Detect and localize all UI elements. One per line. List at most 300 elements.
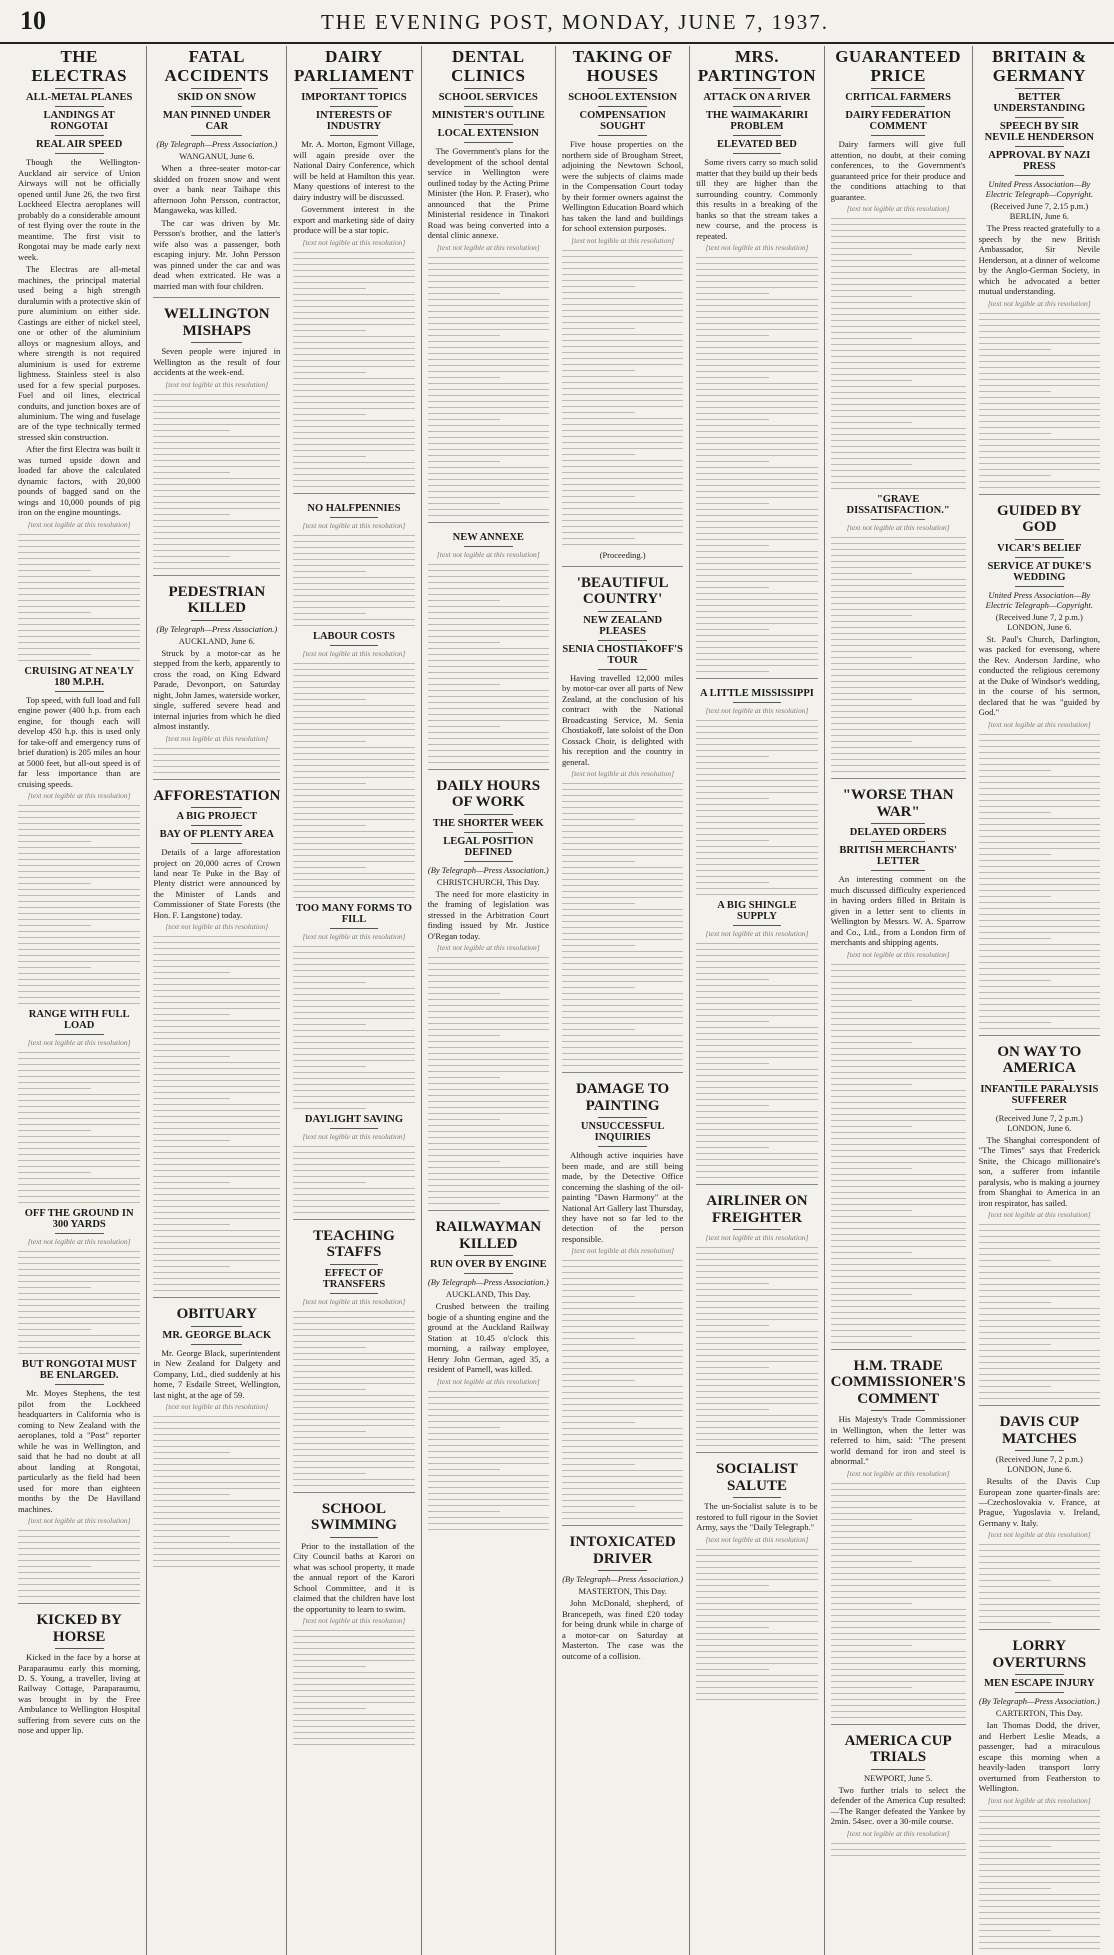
text-line bbox=[428, 969, 549, 970]
illegible-text-block bbox=[428, 957, 549, 1204]
text-line bbox=[428, 353, 549, 354]
article-paragraph: Mr. A. Morton, Egmont Village, will again preside over the National Dairy Conference, which will be held at Hamilton this year. Many questions of interest to the dairy industry will be discussed. bbox=[293, 139, 415, 202]
text-line bbox=[696, 1075, 817, 1076]
text-line bbox=[696, 780, 817, 781]
text-line bbox=[428, 503, 501, 504]
text-line bbox=[293, 1102, 414, 1103]
text-line bbox=[153, 1038, 280, 1039]
text-line bbox=[979, 1556, 1100, 1557]
text-line bbox=[831, 1324, 966, 1325]
rule-divider bbox=[1015, 88, 1064, 89]
text-line bbox=[293, 693, 414, 694]
text-line bbox=[979, 337, 1100, 338]
text-line bbox=[696, 623, 817, 624]
rule-divider bbox=[330, 1264, 379, 1265]
text-line bbox=[18, 841, 91, 842]
text-line bbox=[831, 669, 966, 670]
text-line bbox=[696, 383, 817, 384]
article-headline: RAILWAYMAN KILLED bbox=[435, 1219, 542, 1252]
text-line bbox=[562, 436, 683, 437]
text-line bbox=[831, 765, 966, 766]
text-line bbox=[979, 1326, 1100, 1327]
text-line bbox=[428, 1167, 549, 1168]
text-line bbox=[562, 1266, 683, 1267]
text-line bbox=[428, 1161, 501, 1162]
text-line bbox=[562, 400, 683, 401]
text-line bbox=[696, 985, 817, 986]
text-line bbox=[18, 925, 91, 926]
rule-divider bbox=[55, 106, 104, 107]
text-line bbox=[562, 496, 635, 497]
text-line bbox=[696, 1609, 817, 1610]
illegible-note: [text not legible at this resolution] bbox=[27, 791, 131, 801]
text-line bbox=[428, 257, 549, 258]
text-line bbox=[18, 1353, 140, 1354]
text-line bbox=[293, 414, 366, 415]
text-line bbox=[979, 896, 1052, 897]
text-line bbox=[979, 1362, 1100, 1363]
text-line bbox=[18, 636, 140, 637]
text-line bbox=[979, 469, 1100, 470]
text-line bbox=[831, 771, 966, 772]
text-line bbox=[979, 1894, 1100, 1895]
text-line bbox=[979, 313, 1100, 314]
text-line bbox=[428, 1391, 549, 1392]
text-line bbox=[18, 901, 140, 902]
text-line bbox=[562, 466, 683, 467]
text-line bbox=[293, 589, 414, 590]
text-line bbox=[696, 943, 817, 944]
text-line bbox=[696, 329, 817, 330]
text-line bbox=[979, 379, 1100, 380]
text-line bbox=[18, 1082, 140, 1083]
text-line bbox=[696, 293, 769, 294]
text-line bbox=[979, 998, 1100, 999]
text-line bbox=[562, 364, 683, 365]
text-line bbox=[831, 675, 966, 676]
text-line bbox=[428, 576, 549, 577]
text-line bbox=[979, 475, 1052, 476]
article-headline: KICKED BY HORSE bbox=[36, 1612, 122, 1645]
text-line bbox=[18, 907, 140, 908]
article-subhead: NO HALFPENNIES bbox=[307, 502, 401, 514]
text-line bbox=[293, 807, 414, 808]
article-byline: United Press Association—By Electric Telegraph—Copyright. bbox=[985, 589, 1093, 610]
text-line bbox=[153, 568, 280, 569]
text-line bbox=[696, 1343, 817, 1344]
text-line bbox=[153, 1098, 229, 1099]
text-line bbox=[831, 1342, 966, 1343]
rule-divider bbox=[1015, 175, 1064, 176]
text-line bbox=[18, 817, 140, 818]
article bbox=[428, 48, 549, 516]
text-line bbox=[18, 979, 140, 980]
text-line bbox=[979, 1278, 1100, 1279]
text-line bbox=[18, 570, 91, 571]
text-line bbox=[696, 485, 817, 486]
text-line bbox=[293, 1425, 414, 1426]
article-subhead: VICAR'S BELIEF bbox=[997, 542, 1082, 554]
article-headline: DAIRY PARLIAMENT bbox=[294, 47, 414, 85]
text-line bbox=[293, 711, 414, 712]
text-line bbox=[562, 1386, 683, 1387]
text-line bbox=[293, 1642, 414, 1643]
text-line bbox=[428, 389, 549, 390]
text-line bbox=[18, 1088, 91, 1089]
illegible-text-block bbox=[18, 1052, 140, 1203]
text-line bbox=[831, 464, 912, 465]
article-dateline: (Received June 7, 2 p.m.) LONDON, June 6. bbox=[995, 1112, 1083, 1133]
text-line bbox=[293, 801, 414, 802]
text-line bbox=[696, 653, 817, 654]
rule-divider bbox=[55, 1384, 104, 1385]
text-line bbox=[979, 968, 1100, 969]
text-line bbox=[562, 927, 683, 928]
text-line bbox=[293, 535, 414, 536]
text-line bbox=[562, 424, 683, 425]
text-line bbox=[562, 442, 683, 443]
text-line bbox=[831, 1693, 966, 1694]
text-line bbox=[831, 1579, 966, 1580]
article-subhead: THE WAIMAKARIRI PROBLEM bbox=[705, 110, 809, 133]
text-line bbox=[696, 1687, 817, 1688]
text-line bbox=[979, 1888, 1052, 1889]
text-line bbox=[293, 1146, 414, 1147]
text-line bbox=[562, 969, 683, 970]
text-line bbox=[979, 1828, 1100, 1829]
text-line bbox=[696, 1087, 817, 1088]
text-line bbox=[831, 1300, 966, 1301]
text-line bbox=[153, 1140, 229, 1141]
text-line bbox=[979, 1344, 1052, 1345]
text-line bbox=[562, 939, 683, 940]
text-line bbox=[696, 551, 817, 552]
text-line bbox=[979, 319, 1100, 320]
text-line bbox=[831, 1597, 966, 1598]
text-line bbox=[562, 484, 683, 485]
text-line bbox=[18, 1130, 91, 1131]
text-line bbox=[979, 836, 1100, 837]
text-line bbox=[428, 1505, 549, 1506]
text-line bbox=[428, 1451, 549, 1452]
text-line bbox=[153, 1092, 280, 1093]
text-line bbox=[696, 1349, 817, 1350]
text-line bbox=[562, 1326, 683, 1327]
text-line bbox=[562, 1332, 683, 1333]
text-line bbox=[153, 1194, 280, 1195]
text-line bbox=[153, 1542, 280, 1543]
text-line bbox=[979, 457, 1100, 458]
text-line bbox=[979, 1574, 1100, 1575]
text-line bbox=[18, 618, 140, 619]
text-line bbox=[153, 1188, 280, 1189]
text-line bbox=[153, 1566, 280, 1567]
article-paragraph: Five house properties on the northern side of Brougham Street, adjoining the Newtown School, were the subjects of claims made in the Compensation Court today by their former owners against the Wellington Education Board which has taken the land and buildings for school extension purposes. bbox=[561, 139, 684, 234]
text-line bbox=[696, 1253, 817, 1254]
illegible-text-block bbox=[696, 1549, 817, 1700]
text-line bbox=[428, 732, 549, 733]
rule-divider bbox=[1015, 539, 1064, 540]
text-line bbox=[562, 1440, 683, 1441]
illegible-note: [text not legible at this resolution] bbox=[987, 719, 1091, 729]
text-line bbox=[696, 479, 817, 480]
text-line bbox=[428, 981, 549, 982]
text-line bbox=[428, 1197, 549, 1198]
text-line bbox=[831, 1555, 966, 1556]
text-line bbox=[979, 812, 1052, 813]
text-line bbox=[831, 621, 966, 622]
article-paragraph: Details of a large afforestation project on 20,000 acres of Crown land near Te Puke in the Bay of Plenty district were announced by the Minister of Lands and Commissioner of State Forests (the Hon. F. Langstone) today. bbox=[153, 847, 281, 920]
illegible-note: [text not legible at this resolution] bbox=[27, 1038, 131, 1048]
text-line bbox=[293, 705, 414, 706]
text-line bbox=[562, 382, 683, 383]
text-line bbox=[831, 579, 966, 580]
illegible-note: [text not legible at this resolution] bbox=[302, 648, 406, 658]
text-line bbox=[293, 831, 414, 832]
text-line bbox=[979, 818, 1100, 819]
rule-divider bbox=[1015, 1674, 1064, 1675]
text-line bbox=[979, 1810, 1100, 1811]
text-line bbox=[153, 454, 280, 455]
article bbox=[18, 1603, 140, 1736]
article-paragraph: John McDonald, shepherd, of Brancepeth, was fined £20 today for being drunk while in charge of a motor-car on Saturday at Masterton. The case was the outcome of a collision. bbox=[561, 1598, 684, 1661]
text-line bbox=[18, 1530, 140, 1531]
text-line bbox=[831, 368, 966, 369]
text-line bbox=[153, 1020, 280, 1021]
text-line bbox=[18, 1584, 140, 1585]
text-line bbox=[696, 635, 817, 636]
article-headline: TAKING OF HOUSES bbox=[572, 47, 673, 85]
article-subhead: IMPORTANT TOPICS bbox=[301, 92, 407, 104]
text-line bbox=[153, 526, 280, 527]
text-line bbox=[153, 1458, 280, 1459]
text-line bbox=[696, 1415, 817, 1416]
illegible-text-block bbox=[18, 534, 140, 661]
text-line bbox=[153, 1452, 229, 1453]
text-line bbox=[18, 1124, 140, 1125]
text-line bbox=[696, 991, 817, 992]
text-line bbox=[696, 756, 769, 757]
text-line bbox=[831, 1306, 966, 1307]
text-line bbox=[293, 1200, 414, 1201]
text-line bbox=[293, 1096, 414, 1097]
text-line bbox=[979, 884, 1100, 885]
text-line bbox=[979, 433, 1052, 434]
article-dateline: CHRISTCHURCH, This Day. bbox=[436, 876, 540, 887]
text-line bbox=[428, 594, 549, 595]
text-line bbox=[293, 264, 414, 265]
text-line bbox=[153, 1530, 280, 1531]
text-line bbox=[696, 858, 817, 859]
text-line bbox=[18, 1178, 140, 1179]
text-line bbox=[831, 1489, 966, 1490]
text-line bbox=[979, 331, 1100, 332]
text-line bbox=[979, 1580, 1052, 1581]
text-line bbox=[831, 290, 966, 291]
article-paragraph: Although active inquiries have been made, and are still being made, by the Detective Office concerning the slashing of the oil-painting "Dawn Harmony" at the National Art Gallery last Thursday, they have not so far led to the detection of the person responsible. bbox=[561, 1150, 684, 1244]
text-line bbox=[979, 1840, 1100, 1841]
text-line bbox=[831, 1096, 966, 1097]
text-line bbox=[428, 1445, 549, 1446]
text-line bbox=[293, 825, 366, 826]
article bbox=[696, 1452, 817, 1699]
text-line bbox=[293, 1347, 366, 1348]
text-line bbox=[831, 302, 966, 303]
text-line bbox=[562, 1404, 683, 1405]
text-line bbox=[562, 831, 683, 832]
text-line bbox=[18, 1166, 140, 1167]
text-line bbox=[696, 335, 769, 336]
text-line bbox=[293, 813, 414, 814]
text-line bbox=[979, 1942, 1100, 1943]
text-line bbox=[18, 829, 140, 830]
text-line bbox=[979, 1314, 1100, 1315]
text-line bbox=[831, 482, 966, 483]
article-headline: 'BEAUTIFUL COUNTRY' bbox=[576, 574, 669, 608]
text-line bbox=[562, 478, 683, 479]
text-line bbox=[696, 792, 817, 793]
text-line bbox=[153, 972, 229, 973]
article-paragraph: Though the Wellington-Auckland air service of Union Airways will not be officially opened until June 26, the two first Lockheed Electra aeroplanes will probably do a considerable amount of test flying over the route in the meantime. The first visit to Rongotai may be made early next week. bbox=[18, 157, 141, 262]
text-line bbox=[428, 455, 549, 456]
text-line bbox=[293, 765, 414, 766]
text-line bbox=[831, 1270, 966, 1271]
text-line bbox=[979, 992, 1100, 993]
text-line bbox=[153, 1218, 280, 1219]
text-line bbox=[18, 1329, 91, 1330]
text-line bbox=[428, 1041, 549, 1042]
text-line bbox=[293, 1317, 414, 1318]
text-line bbox=[293, 1212, 414, 1213]
text-line bbox=[562, 1494, 683, 1495]
text-line bbox=[979, 325, 1100, 326]
article-subhead: INTERESTS OF INDUSTRY bbox=[315, 110, 393, 133]
text-line bbox=[696, 1265, 817, 1266]
text-line bbox=[831, 1336, 912, 1337]
illegible-note: [text not legible at this resolution] bbox=[165, 733, 269, 743]
text-line bbox=[696, 1675, 817, 1676]
text-line bbox=[18, 811, 140, 812]
text-line bbox=[831, 1621, 966, 1622]
illegible-note: [text not legible at this resolution] bbox=[987, 1795, 1091, 1805]
text-line bbox=[696, 671, 769, 672]
article-dateline: MASTERTON, This Day. bbox=[578, 1586, 667, 1597]
text-line bbox=[979, 1544, 1100, 1545]
text-line bbox=[562, 490, 683, 491]
text-line bbox=[18, 1263, 140, 1264]
text-line bbox=[293, 1323, 414, 1324]
article-paragraph: Kicked in the face by a horse at Paraparaumu early this morning, D. S. Young, a traveller, living at Railway Cottage, Paraparaumu, was brought in by the Free Ambulance to Wellington Hospital suffering from severe cuts on the nose and upper lip. bbox=[18, 1652, 141, 1736]
text-line bbox=[293, 1696, 414, 1697]
rule-divider bbox=[55, 691, 104, 692]
text-line bbox=[696, 798, 769, 799]
text-line bbox=[153, 1206, 280, 1207]
text-line bbox=[18, 1094, 140, 1095]
illegible-note: [text not legible at this resolution] bbox=[846, 1468, 950, 1478]
text-line bbox=[562, 1512, 683, 1513]
text-line bbox=[696, 359, 817, 360]
text-line bbox=[979, 1260, 1052, 1261]
text-line bbox=[696, 1027, 817, 1028]
article-subhead: LEGAL POSITION DEFINED bbox=[443, 835, 534, 858]
rule-divider bbox=[598, 88, 647, 89]
text-line bbox=[562, 1380, 635, 1381]
text-line bbox=[562, 807, 683, 808]
text-line bbox=[153, 1176, 280, 1177]
text-line bbox=[18, 1003, 140, 1004]
text-line bbox=[979, 421, 1100, 422]
text-line bbox=[979, 1016, 1100, 1017]
text-line bbox=[979, 451, 1100, 452]
text-line bbox=[831, 1639, 966, 1640]
text-line bbox=[831, 615, 912, 616]
text-line bbox=[562, 1488, 683, 1489]
text-line bbox=[696, 1171, 817, 1172]
text-line bbox=[562, 1374, 683, 1375]
text-line bbox=[18, 1154, 140, 1155]
text-line bbox=[696, 1615, 817, 1616]
text-line bbox=[153, 562, 280, 563]
text-line bbox=[153, 760, 280, 761]
text-line bbox=[562, 358, 683, 359]
text-line bbox=[18, 564, 140, 565]
text-line bbox=[979, 1834, 1100, 1835]
text-line bbox=[696, 1409, 769, 1410]
text-line bbox=[562, 879, 683, 880]
text-line bbox=[293, 607, 414, 608]
illegible-text-block bbox=[153, 394, 280, 569]
text-line bbox=[153, 1494, 229, 1495]
text-line bbox=[153, 1446, 280, 1447]
text-line bbox=[979, 445, 1100, 446]
text-line bbox=[293, 1377, 414, 1378]
text-line bbox=[562, 448, 683, 449]
illegible-note: [text not legible at this resolution] bbox=[302, 520, 406, 530]
text-line bbox=[153, 1086, 280, 1087]
text-line bbox=[696, 822, 817, 823]
article-byline: (By Telegraph—Press Association.) bbox=[427, 864, 549, 875]
article-headline: TEACHING STAFFS bbox=[313, 1227, 395, 1261]
text-line bbox=[428, 690, 549, 691]
text-line bbox=[562, 945, 635, 946]
text-line bbox=[831, 374, 966, 375]
text-line bbox=[831, 681, 966, 682]
text-line bbox=[153, 1440, 280, 1441]
text-line bbox=[153, 538, 280, 539]
text-line bbox=[428, 1463, 549, 1464]
text-line bbox=[18, 1052, 140, 1053]
text-line bbox=[831, 332, 966, 333]
illegible-note: [text not legible at this resolution] bbox=[846, 1828, 950, 1838]
text-line bbox=[696, 852, 817, 853]
text-line bbox=[696, 1403, 817, 1404]
illegible-note: [text not legible at this resolution] bbox=[571, 1246, 675, 1256]
text-line bbox=[562, 346, 683, 347]
text-line bbox=[428, 1439, 549, 1440]
illegible-text-block bbox=[831, 537, 966, 772]
text-line bbox=[293, 1182, 366, 1183]
text-line bbox=[428, 750, 549, 751]
text-line bbox=[428, 1475, 549, 1476]
text-line bbox=[18, 1596, 140, 1597]
text-line bbox=[18, 823, 140, 824]
rule-divider bbox=[733, 135, 782, 136]
text-line bbox=[18, 1190, 140, 1191]
text-line bbox=[18, 1112, 140, 1113]
article-paragraph: The car was driven by Mr. Persson's brother, and the latter's wife also was a passenger, both escaping injury. Mr. John Persson was pinned under the car and was dead when extricated. He was a married man with four children. bbox=[153, 217, 281, 291]
text-line bbox=[831, 1330, 966, 1331]
article bbox=[831, 778, 966, 1342]
